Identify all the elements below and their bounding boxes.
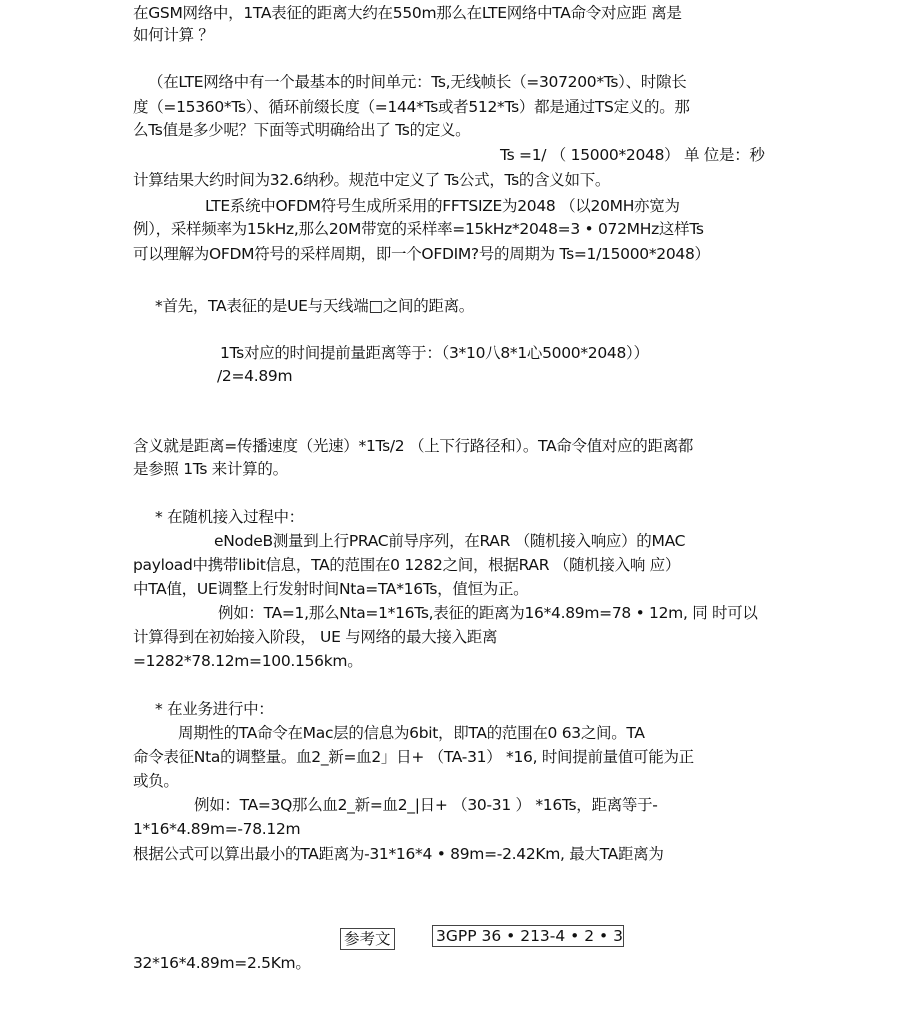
- paragraph-line: LTE系统中OFDM符号生成所采用的FFTSIZE为2048 （以20MH亦宽为: [205, 197, 680, 215]
- paragraph-line: eNodeB测量到上行PRAC前导序列，在RAR （随机接入响应）的MAC: [214, 532, 686, 550]
- paragraph-line: 计算得到在初始接入阶段， UE 与网络的最大接入距离: [133, 628, 498, 646]
- reference-label: 参考文: [340, 928, 395, 950]
- paragraph-line: payload中携带libit信息，TA的范围在0 1282之间，根据RAR （随机接入响 应）: [133, 556, 681, 574]
- paragraph-line: 1*16*4.89m=-78.12m: [133, 820, 301, 838]
- formula-line: /2=4.89m: [217, 367, 293, 385]
- paragraph-line: 例如：TA=1,那么Nta=1*16Ts,表征的距离为16*4.89m=78 • 12m, 同 时可以: [218, 604, 758, 622]
- bullet-line: *首先，TA表征的是UE与天线端□之间的距离。: [155, 297, 475, 315]
- question-line-2: 如何计算 ？: [133, 26, 214, 44]
- section-heading: * 在业务进行中：: [155, 700, 274, 718]
- paragraph-line: 是参照 1Ts 来计算的。: [133, 460, 288, 478]
- paragraph-line: 度（=15360*Ts）、循环前缀长度（=144*Ts或者512*Ts）都是通过TS定义的。那: [133, 98, 690, 116]
- paragraph-line: =1282*78.12m=100.156km。: [133, 652, 363, 670]
- paragraph-line: 根据公式可以算出最小的TA距离为-31*16*4 • 89m=-2.42Km, 最大TA距离为: [133, 845, 664, 863]
- paragraph-line: 计算结果大约时间为32.6纳秒。规范中定义了 Ts公式，Ts的含义如下。: [133, 171, 611, 189]
- formula-line: Ts =1/ （ 15000*2048） 单 位是：秒: [500, 146, 765, 164]
- paragraph-line: 例如：TA=3Q那么血2_新=血2_|日+ （30-31 ） *16Ts，距离等于-: [194, 796, 658, 814]
- paragraph-line: 可以理解为OFDM符号的采样周期，即一个OFDIM?号的周期为 Ts=1/15000*2048）: [133, 245, 710, 263]
- section-heading: * 在随机接入过程中：: [155, 508, 304, 526]
- paragraph-line: 32*16*4.89m=2.5Km。: [133, 954, 311, 972]
- reference-value: 3GPP 36 • 213-4 • 2 • 3: [432, 925, 624, 947]
- paragraph-line: 么Ts值是多少呢？下面等式明确给出了 Ts的定义。: [133, 121, 471, 139]
- paragraph-line: 含义就是距离=传播速度（光速）*1Ts/2 （上下行路径和）。TA命令值对应的距离都: [133, 437, 694, 455]
- paragraph-line: 中TA值，UE调整上行发射时间Nta=TA*16Ts，值恒为正。: [133, 580, 529, 598]
- formula-line: 1Ts对应的时间提前量距离等于：（3*10八8*1心5000*2048））: [220, 344, 649, 362]
- paragraph-line: 命令表征Nta的调整量。血2_新=血2」日+ （TA-31） *16, 时间提前量值可能为正: [133, 748, 694, 766]
- paragraph-line: （在LTE网络中有一个最基本的时间单元：Ts,无线帧长（=307200*Ts）、时隙长: [148, 73, 687, 91]
- paragraph-line: 或负。: [133, 772, 179, 790]
- paragraph-line: 周期性的TA命令在Mac层的信息为6bit，即TA的范围在0 63之间。TA: [178, 724, 645, 742]
- question-line-1: 在GSM网络中，1TA表征的距离大约在550m那么在LTE网络中TA命令对应距 离是: [133, 4, 682, 22]
- paragraph-line: 例），采样频率为15kHz,那么20M带宽的采样率=15kHz*2048=3 • 072MHz这样Ts: [133, 220, 704, 238]
